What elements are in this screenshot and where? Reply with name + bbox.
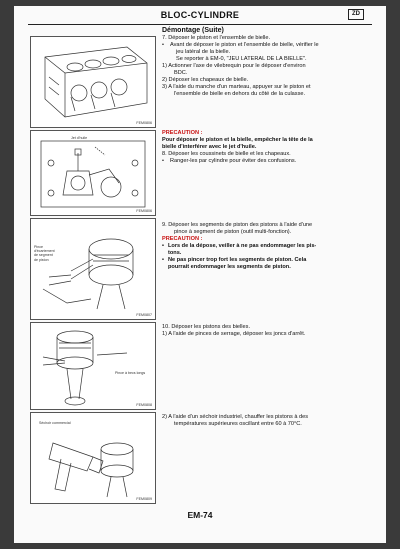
step-9-warning-1: • Lors de la dépose, veiller à ne pas endommager les pis-	[162, 243, 372, 250]
step-10-sub1: 1) A l'aide de pinces de serrage, déposer les joncs d'arrêt.	[162, 331, 306, 337]
section-heading: Démontage (Suite)	[162, 27, 224, 34]
figure-code: FEM0806	[136, 209, 152, 213]
step-10-line: 10. Déposer les pistons des bielles.	[162, 324, 250, 330]
step-9-block	[162, 222, 372, 271]
model-code-badge: ZD	[348, 9, 364, 20]
step-7-sub1: 1) Actionner l'axe de vilebrequin pour le déposer d'environ	[162, 63, 306, 69]
precaution-line-2: bielle d'interférer avec le jet d'huile.	[162, 144, 257, 150]
header-rule	[28, 24, 372, 25]
step-7-sub3-cont: l'ensemble de bielle en dehors du côté de la culasse.	[174, 91, 306, 97]
step-9-warning-2: • Ne pas pincer trop fort les segments de piston. Cela	[162, 257, 372, 264]
heat-gun-illustration	[31, 413, 155, 503]
page-number: EM-74	[187, 510, 213, 520]
step-9-line-2: pince à segment de piston (outil multi-fonction).	[174, 229, 292, 235]
figure-code: FEM0808	[136, 403, 152, 407]
manual-page	[14, 6, 386, 543]
ring-pliers-label: Pince d'écartement de segment de piston	[34, 245, 55, 262]
step-10-sub2-line-2: températures supérieures oscillant entre 60 à 70°C.	[174, 421, 302, 427]
step-7: 7. Déposer le piston et l'ensemble de bielle.	[162, 35, 271, 41]
figure-code: FEM0807	[136, 313, 152, 317]
step-7-sub1-cont: BDC.	[174, 70, 188, 76]
figure-snap-ring	[30, 322, 156, 410]
step-7-reference: Se reporter à EM-0, "JEU LATERAL DE LA BIELLE".	[176, 56, 307, 62]
step-9-warning-2-cont: pourrait endommager les segments de piston.	[168, 264, 291, 270]
page-header-title: BLOC-CYLINDRE	[160, 10, 240, 20]
step-7-bullet-cont: jeu latéral de la bielle.	[176, 49, 231, 55]
step-9-line-1: 9. Déposer les segments de piston des pistons à l'aide d'une	[162, 222, 313, 228]
long-nose-pliers-label: Pince à becs longs	[115, 371, 146, 375]
step-7-sub2: 2) Déposer les chapeaux de bielle.	[162, 77, 249, 83]
crank-oil-jet-illustration	[31, 131, 155, 215]
engine-block-illustration	[31, 37, 155, 127]
figure-code: FEM0809	[136, 497, 152, 501]
step-10-sub2-line-1: 2) A l'aide d'un séchoir industriel, chauffer les pistons à des	[162, 414, 309, 420]
step-8-bullet: • Ranger-les par cylindre pour éviter des confusions.	[162, 158, 372, 165]
figure-heat-gun	[30, 412, 156, 504]
precaution-line-1: Pour déposer le piston et la bielle, empêcher la tête de la	[162, 137, 313, 143]
heat-gun-label: Séchoir commercial	[39, 421, 71, 425]
snap-ring-illustration	[31, 323, 155, 409]
removal-text-block	[162, 26, 372, 98]
precaution-1-block	[162, 130, 372, 165]
figure-engine-block	[30, 36, 156, 128]
step-7-sub3: 3) A l'aide du manche d'un marteau, appuyer sur le piston et	[162, 84, 311, 90]
figure-ring-pliers	[30, 218, 156, 320]
figure-code: FEM0806	[136, 121, 152, 125]
ring-pliers-illustration	[31, 219, 155, 319]
figure-oil-jet	[30, 130, 156, 216]
step-10-sub2-block	[162, 414, 372, 428]
step-10-block	[162, 324, 372, 338]
precaution-label: PRECAUTION :	[162, 236, 203, 242]
precaution-label: PRECAUTION :	[162, 130, 203, 136]
oil-jet-label: Jet d'huile	[71, 136, 88, 140]
step-8: 8. Déposer les coussinets de bielle et les chapeaux.	[162, 151, 291, 157]
step-9-warning-1-cont: tons.	[168, 250, 182, 256]
step-7-bullet: • Avant de déposer le piston et l'ensemble de bielle, vérifier le	[162, 42, 372, 49]
